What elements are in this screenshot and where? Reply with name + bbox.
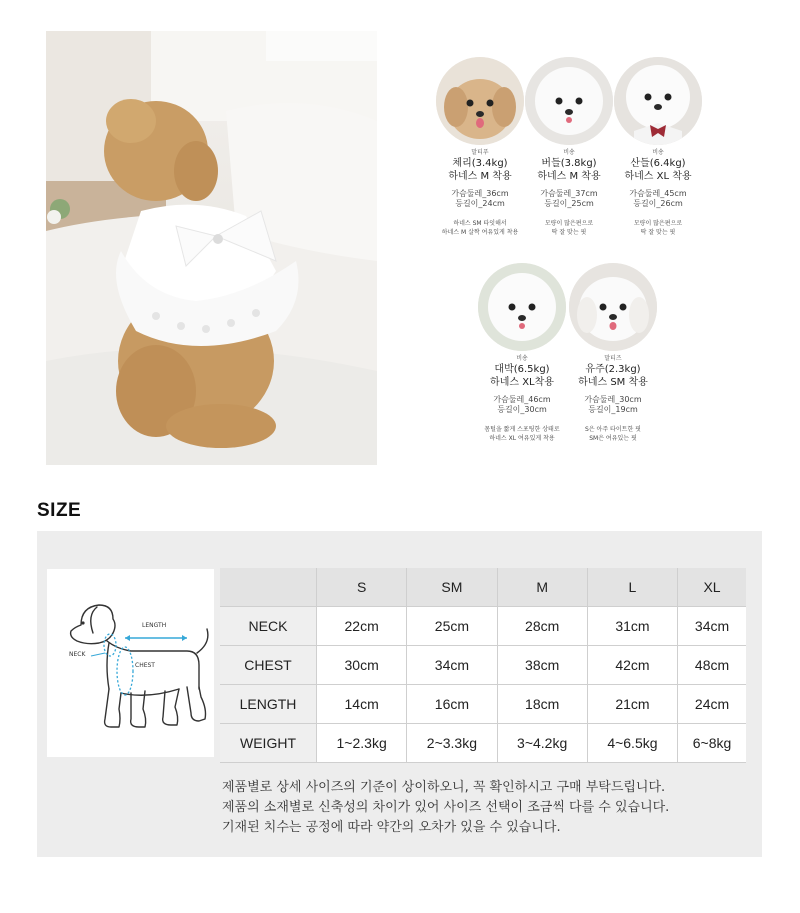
model-fit-note: 모량이 많은편으로 딱 잘 맞는 핏 [633, 220, 683, 236]
table-cell: 4~6.5kg [588, 724, 678, 763]
table-row [220, 646, 746, 685]
model-harness-size: 하네스 XL착용 [490, 377, 554, 388]
model-name-weight: 유주(2.3kg) [585, 364, 641, 375]
size-section-title: SIZE [37, 500, 82, 521]
dog-in-dress-photo [46, 31, 377, 465]
size-panel [37, 531, 762, 857]
size-col-l: L [588, 568, 678, 607]
table-cell: 16cm [407, 685, 497, 724]
maltipoo-face-icon [436, 57, 524, 145]
table-cell: 24cm [678, 685, 746, 724]
model-avatar [569, 263, 657, 351]
model-measurements: 가슴둘레_30cm 등길이_19cm [584, 395, 642, 414]
bichon-face-icon [525, 57, 613, 145]
model-breed: 비숑 [563, 149, 575, 156]
row-label-chest: CHEST [220, 646, 317, 685]
model-avatar [614, 57, 702, 145]
table-cell: 30cm [317, 646, 407, 685]
table-cell: 34cm [678, 607, 746, 646]
model-fit-note: S은 아주 타이트한 핏 SM은 여유있는 핏 [585, 426, 641, 442]
table-cell: 6~8kg [678, 724, 746, 763]
size-col-s: S [317, 568, 407, 607]
table-cell: 34cm [407, 646, 497, 685]
table-cell: 38cm [498, 646, 588, 685]
diagram-label-neck: NECK [69, 651, 86, 658]
model-name-weight: 버들(3.8kg) [541, 158, 597, 169]
size-notes [222, 778, 669, 838]
table-cell: 18cm [498, 685, 588, 724]
model-card-yuju [558, 263, 668, 443]
model-avatar [436, 57, 524, 145]
table-cell: 3~4.2kg [498, 724, 588, 763]
table-cell: 2~3.3kg [407, 724, 497, 763]
size-col-xl: XL [678, 568, 746, 607]
diagram-label-chest: CHEST [135, 662, 155, 669]
size-note: 제품별로 상세 사이즈의 기준이 상이하오니, 꼭 확인하시고 구매 부탁드립니다. [222, 780, 666, 795]
table-row [220, 607, 746, 646]
maltese-face-icon [569, 263, 657, 351]
table-cell: 31cm [588, 607, 678, 646]
product-photo [46, 31, 377, 465]
model-measurements: 가슴둘레_36cm 등길이_24cm [451, 189, 509, 208]
table-cell: 25cm [407, 607, 497, 646]
table-cell: 21cm [588, 685, 678, 724]
size-table [220, 568, 746, 763]
size-table-corner [220, 568, 317, 607]
bichon-face-icon [614, 57, 702, 145]
size-col-sm: SM [407, 568, 497, 607]
table-cell: 42cm [588, 646, 678, 685]
measurement-diagram [47, 569, 214, 757]
model-fit-note: 몸털을 짧게 스포팅한 상태로 하네스 XL 여유있게 착용 [484, 426, 560, 442]
model-breed: 말티즈 [604, 355, 622, 362]
size-note: 기재된 치수는 공정에 따라 약간의 오차가 있을 수 있습니다. [222, 820, 561, 835]
model-harness-size: 하네스 SM 착용 [578, 377, 648, 388]
size-note: 제품의 소재별로 신축성의 차이가 있어 사이즈 선택이 조금씩 다를 수 있습니다. [222, 800, 670, 815]
model-card-sandeul [603, 57, 713, 237]
model-breed: 비숑 [652, 149, 664, 156]
model-name-weight: 체리(3.4kg) [452, 158, 508, 169]
diagram-label-length: LENGTH [142, 622, 167, 629]
table-row [220, 685, 746, 724]
table-cell: 22cm [317, 607, 407, 646]
dog-measurement-diagram [47, 569, 214, 757]
model-harness-size: 하네스 XL 착용 [624, 171, 692, 182]
model-fit-note: 하네스 SM 타잇해서 하네스 M 살짝 여유있게 착용 [441, 220, 519, 236]
row-label-length: LENGTH [220, 685, 317, 724]
table-row [220, 724, 746, 763]
model-name-weight: 산들(6.4kg) [630, 158, 686, 169]
model-avatar [525, 57, 613, 145]
model-measurements: 가슴둘레_37cm 등길이_25cm [540, 189, 598, 208]
row-label-neck: NECK [220, 607, 317, 646]
table-cell: 1~2.3kg [317, 724, 407, 763]
model-breed: 말티푸 [471, 149, 489, 156]
size-col-m: M [498, 568, 588, 607]
bichon-face-icon [478, 263, 566, 351]
model-harness-size: 하네스 M 착용 [537, 171, 601, 182]
size-table-header-row [220, 568, 746, 607]
table-cell: 14cm [317, 685, 407, 724]
model-avatar [478, 263, 566, 351]
model-measurements: 가슴둘레_46cm 등길이_30cm [493, 395, 551, 414]
model-fit-note: 모량이 많은편으로 딱 잘 맞는 핏 [544, 220, 594, 236]
model-breed: 비숑 [516, 355, 528, 362]
table-cell: 28cm [498, 607, 588, 646]
model-harness-size: 하네스 M 착용 [448, 171, 512, 182]
row-label-weight: WEIGHT [220, 724, 317, 763]
model-measurements: 가슴둘레_45cm 등길이_26cm [629, 189, 687, 208]
model-name-weight: 대박(6.5kg) [494, 364, 550, 375]
table-cell: 48cm [678, 646, 746, 685]
